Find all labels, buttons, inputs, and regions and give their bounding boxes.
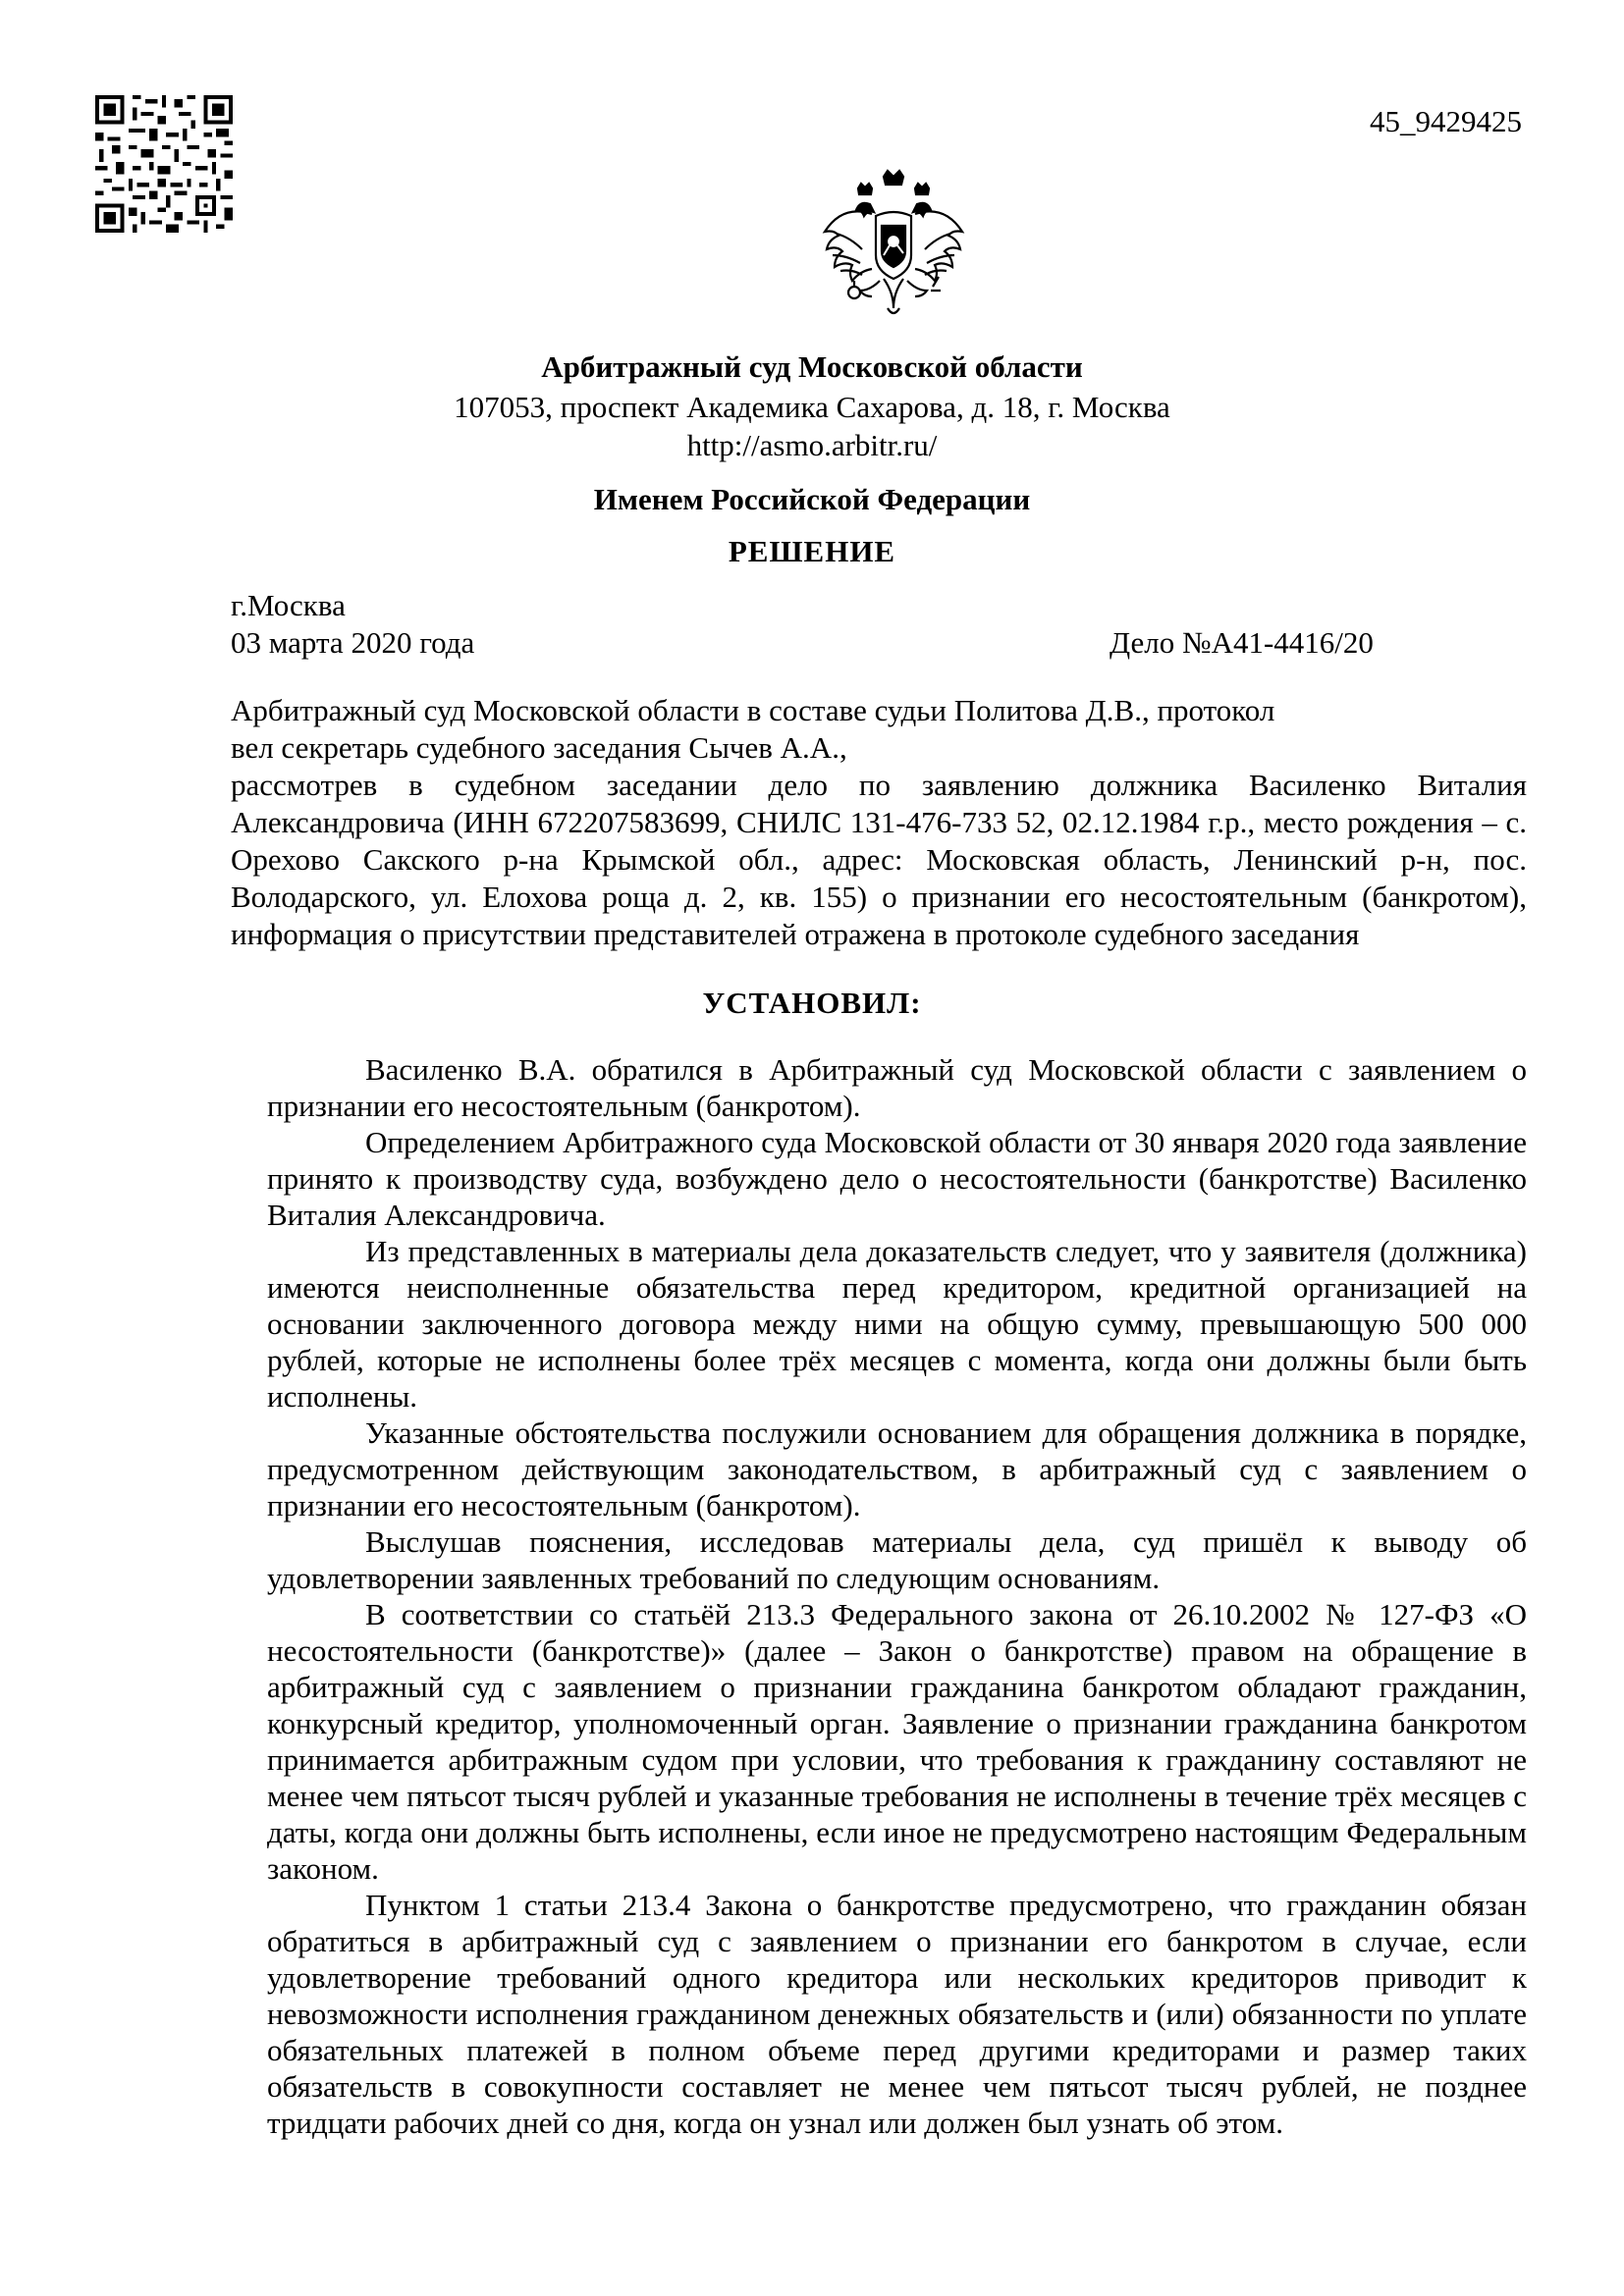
- city: г.Москва: [231, 588, 346, 622]
- body-paragraph: Определением Арбитражного суда Московской области от 30 января 2020 года заявление принято к производству суда, возбуждено дело о несостоятельности (банкротстве) Василенко Виталия Александровича.: [267, 1125, 1527, 1232]
- body-paragraph: В соответствии со статьёй 213.3 Федерального закона от 26.10.2002 № 127-ФЗ «О несостоятельности (банкротстве)» (далее – Закон о банкротстве) правом на обращение в арбитражный суд с заявлением о признании гражданина банкротом обладают гражданин, конкурсный кредитор, уполномоченный орган. Заявление о признании гражданина банкротом принимается арбитражным судом при условии, что требования к гражданину составляют не менее чем пятьсот тысяч рублей и указанные требования не исполнены в течение трёх месяцев с даты, когда они должны быть исполнены, если иное не предусмотрено настоящим Федеральным законом.: [267, 1597, 1527, 1886]
- consideration-paragraph: рассмотрев в судебном заседании дело по заявлению должника Василенко Виталия Александровича (ИНН 672207583699, СНИЛС 131-476-733 52, 02.12.1984 г.р., место рождения – с. Орехово Сакского р-на Крымской обл., адрес: Московская область, Ленинский р-н, пос. Володарского, ул. Елохова роща д. 2, кв. 155) о признании его несостоятельным (банкротом), информация о присутствии представителей отражена в протоколе судебного заседания: [231, 768, 1527, 951]
- body-paragraph: Указанные обстоятельства послужили основанием для обращения должника в порядке, предусмотренном действующим законодательством, в арбитражный суд с заявлением о признании его несостоятельным (банкротом).: [267, 1415, 1527, 1522]
- body-paragraph: Василенко В.А. обратился в Арбитражный суд Московской области с заявлением о признании его несостоятельным (банкротом).: [267, 1052, 1527, 1123]
- court-website-link[interactable]: http://asmo.arbitr.ru/: [686, 428, 938, 462]
- decision-body: [267, 1051, 1527, 2141]
- case-number: Дело №А41-4416/20: [1110, 625, 1374, 660]
- court-address: 107053, проспект Академика Сахарова, д. 18, г. Москва: [454, 390, 1170, 424]
- intro-line: Арбитражный суд Московской области в составе судьи Политова Д.В., протокол: [231, 693, 1275, 727]
- russian-coat-of-arms-icon: [815, 169, 972, 326]
- preamble: Именем Российской Федерации: [593, 482, 1031, 516]
- qr-code-icon: [95, 95, 233, 233]
- decision-date: 03 марта 2020 года: [231, 625, 475, 660]
- established-heading: УСТАНОВИЛ:: [702, 986, 922, 1020]
- document-id: 45_9429425: [1370, 104, 1522, 138]
- intro-line: вел секретарь судебного заседания Сычев А.А.,: [231, 730, 847, 765]
- body-paragraph: Пунктом 1 статьи 213.4 Закона о банкротстве предусмотрено, что гражданин обязан обратиться в арбитражный суд с заявлением о признании его банкротом в случае, если удовлетворение требований одного кредитора или нескольких кредиторов приводит к невозможности исполнения гражданином денежных обязательств и (или) обязанности по уплате обязательных платежей в полном объеме перед другими кредиторами и размер таких обязательств в совокупности составляет не менее чем пятьсот тысяч рублей, не позднее тридцати рабочих дней со дня, когда он узнал или должен был узнать об этом.: [267, 1888, 1527, 2140]
- document-title: РЕШЕНИЕ: [728, 534, 896, 568]
- body-paragraph: Выслушав пояснения, исследовав материалы дела, суд пришёл к выводу об удовлетворении заявленных требований по следующим основаниям.: [267, 1524, 1527, 1595]
- body-paragraph: Из представленных в материалы дела доказательств следует, что у заявителя (должника) имеются неисполненные обязательства перед кредитором, кредитной организацией на основании заключенного договора между ними на общую сумму, превышающую 500 000 рублей, которые не исполнены более трёх месяцев с момента, когда они должны были быть исполнены.: [267, 1234, 1527, 1414]
- court-name: Арбитражный суд Московской области: [541, 349, 1083, 384]
- intro-block: [231, 692, 1527, 767]
